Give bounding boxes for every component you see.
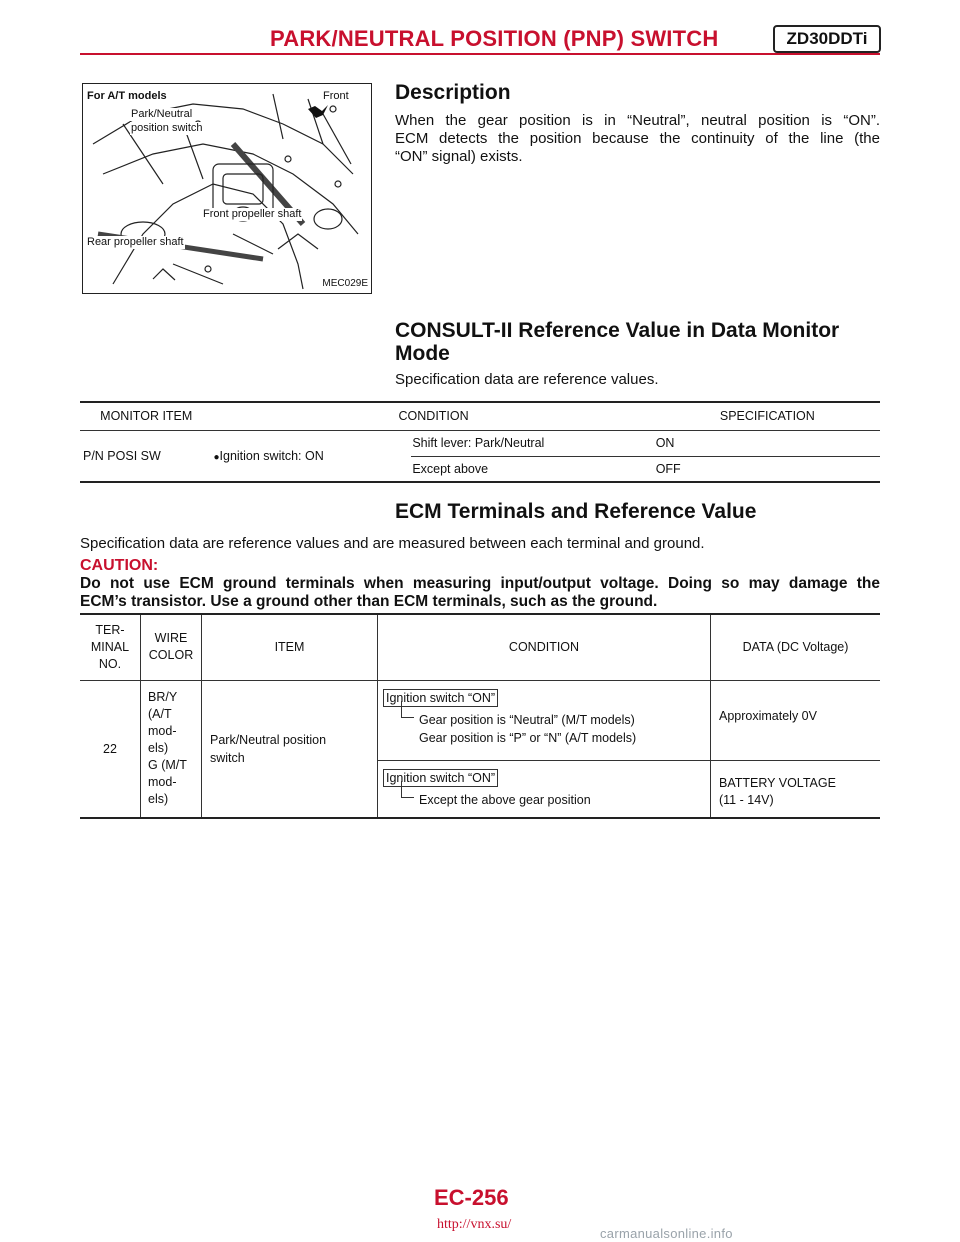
branch-line-icon [401,781,414,798]
illustration-model-label: For A/T models [87,90,167,102]
ecm-wire-line: els) [148,741,169,756]
description-heading: Description [395,81,511,104]
ecm-table-header [80,614,880,680]
ecm-table [80,613,880,819]
illustration-switch-label-2: position switch [131,122,203,134]
model-badge: ZD30DDTi [773,25,881,53]
ecm-heading: ECM Terminals and Reference Value [395,500,757,523]
consult-table-header [80,402,880,430]
description-line-3: “ON” signal) exists. [395,148,523,165]
ecm-wire-line: G (M/T [148,758,187,773]
ecm-header-data: DATA (DC Voltage) [742,640,849,655]
bullet-icon: ● [213,451,220,463]
ecm-data-1 [711,680,881,760]
illustration-front-shaft-label: Front propeller shaft [203,208,302,220]
ecm-condition-sub-1 [401,707,709,747]
footer-url-link[interactable]: http://vnx.su/ [437,1217,512,1232]
table-row [80,430,880,456]
caution-line-2: ECM’s transistor. Use a ground other than ECM terminals, such as the ground. [80,593,658,610]
illustration-rear-shaft-label: Rear propeller shaft [87,236,184,248]
ecm-ignition-box-2: Ignition switch “ON” [383,769,498,787]
ecm-condition-sub-2-line-1: Except the above gear position [419,792,591,807]
ecm-note: Specification data are reference values and are measured between each terminal and ground. [80,535,705,552]
ecm-ignition-box-1: Ignition switch “ON” [383,689,498,707]
ecm-wire-line: (A/T [148,707,172,722]
ecm-wire-line: mod- [148,775,177,790]
ecm-header-wire-line-2: COLOR [148,648,194,663]
ecm-condition-2 [378,760,711,818]
caution-line-1: Do not use ECM ground terminals when measuring input/output voltage. Doing so may damage the [80,575,880,592]
ecm-header-terminal-line-3: NO. [98,656,122,671]
consult-spec-1: ON [655,436,675,450]
ecm-item [202,680,378,818]
consult-heading [395,319,839,365]
consult-header-specification: SPECIFICATION [719,409,815,424]
ecm-item-line-1: Park/Neutral position [210,732,327,747]
ecm-header-terminal-line-2: MINAL [90,639,130,654]
description-line-2: ECM detects the position because the continuity of the line (the [395,130,880,147]
consult-header-condition: CONDITION [398,409,469,424]
consult-heading-line-2: Mode [395,342,450,365]
illustration-drawing [83,84,370,292]
consult-heading-line-1: CONSULT-II Reference Value in Data Monitor [395,319,840,342]
header-rule [80,53,880,55]
ecm-condition-1 [378,680,711,760]
consult-table [80,401,880,483]
illustration-code: MEC029E [322,278,368,289]
illustration-pnp-switch [82,83,372,294]
ecm-data-2-line-1: BATTERY VOLTAGE [719,775,836,790]
illustration-switch-label-1: Park/Neutral [131,108,193,120]
ecm-header-item: ITEM [202,614,378,680]
ecm-header-terminal-line-1: TER- [95,622,125,637]
ecm-item-line-2: switch [210,750,245,765]
ecm-wire-color [141,680,202,818]
ecm-wire-line: BR/Y [148,690,178,705]
ecm-condition-sub-1-line-1: Gear position is “Neutral” (M/T models) [419,712,635,727]
ecm-condition-sub-2 [401,787,709,809]
ecm-data-2 [711,760,881,818]
consult-note: Specification data are reference values. [395,371,659,388]
consult-header-monitor-item: MONITOR ITEM [100,409,193,424]
consult-condition-main-text: Ignition switch: ON [219,448,324,463]
ecm-data-1-line-1: Approximately 0V [719,708,817,723]
caution-title: CAUTION: [80,557,159,574]
consult-spec-2: OFF [655,461,681,476]
ecm-terminal: 22 [80,680,141,818]
ecm-wire-line: els) [148,792,169,807]
caution-body [80,575,880,611]
illustration-front-label: Front [323,90,349,102]
consult-condition-1: Shift lever: Park/Neutral [412,436,545,450]
ecm-header-wire-line-1: WIRE [154,631,188,646]
description-line-1: When the gear position is in “Neutral”, neutral position is “ON”. [395,112,880,129]
consult-item: P/N POSI SW [83,448,161,463]
ecm-header-terminal [80,614,141,680]
ecm-header-condition: CONDITION [378,614,711,680]
watermark: carmanualsonline.info [600,1226,733,1241]
ecm-header-wire [141,614,202,680]
page-number: EC-256 [434,1185,509,1210]
ecm-condition-sub-1-line-2: Gear position is “P” or “N” (A/T models) [419,730,637,745]
consult-condition-main [212,430,411,482]
description-text [395,112,880,166]
ecm-wire-line: mod- [148,724,177,739]
ecm-data-2-line-2: (11 - 14V) [719,792,774,807]
page-header-title: PARK/NEUTRAL POSITION (PNP) SWITCH [270,26,719,51]
consult-condition-2: Except above [412,461,489,476]
branch-line-icon [401,701,414,718]
table-row [80,680,880,760]
